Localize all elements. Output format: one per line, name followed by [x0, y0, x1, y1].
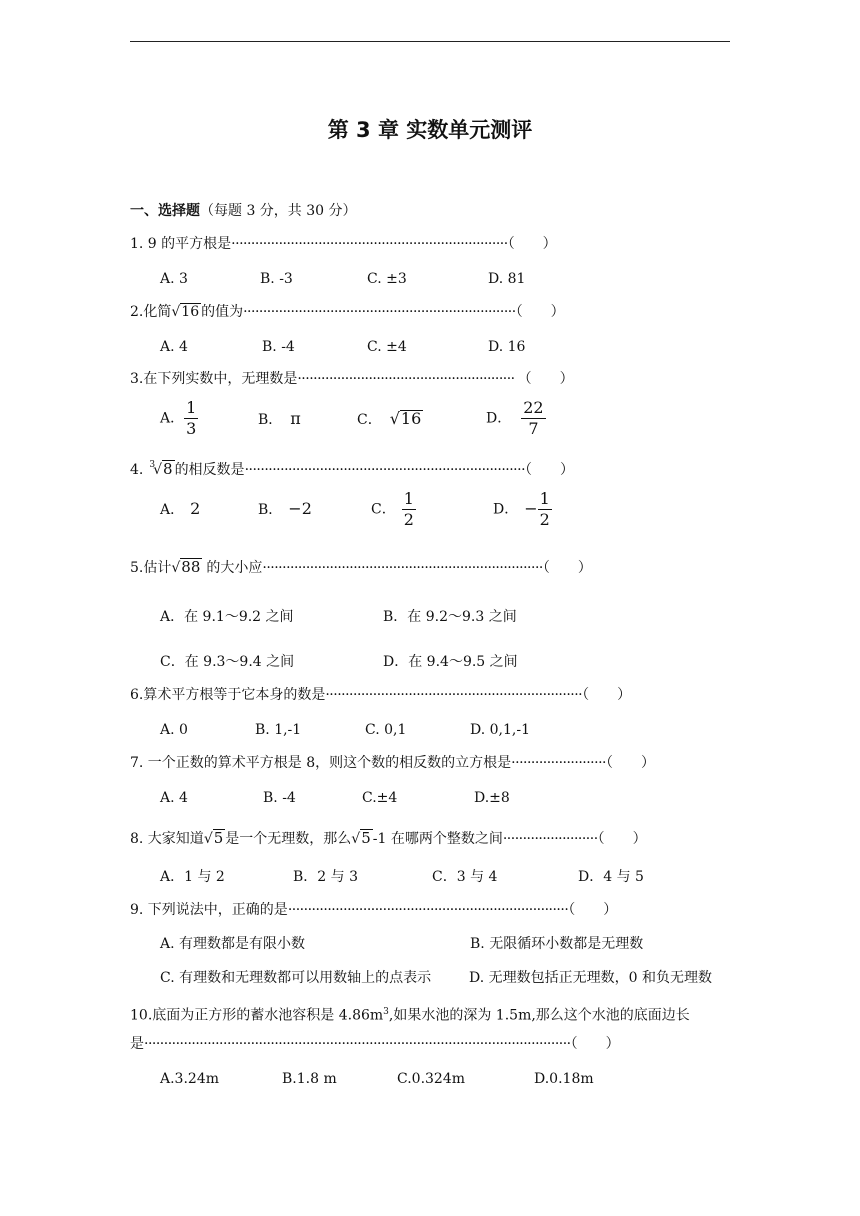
sqrt-symbol: √ — [203, 831, 213, 847]
sqrt-symbol: √ — [351, 831, 361, 847]
leader-dots: ························ — [502, 831, 598, 847]
answer-blank: （ ） — [597, 831, 647, 847]
q5-post: 的大小应 — [206, 560, 263, 576]
question-10-line-2 — [130, 1035, 620, 1053]
q6-option-a: A. 0 — [160, 722, 188, 738]
radicand: 5 — [213, 829, 224, 847]
q1-option-c: C. ±3 — [367, 271, 407, 287]
leader-dots: ······································································ — [231, 236, 508, 252]
numerator: 22 — [523, 398, 544, 417]
numerator: 1 — [539, 489, 550, 508]
q4-option-a — [160, 500, 200, 519]
top-rule — [130, 41, 730, 42]
q7-option-a: A. 4 — [160, 790, 188, 806]
option-value: −2 — [288, 499, 312, 518]
minus-sign: − — [524, 498, 538, 518]
q10-text-a: 10.底面为正方形的蓄水池容积是 4.86m — [130, 1007, 384, 1024]
answer-blank: （ ） — [515, 304, 565, 320]
section-heading — [130, 202, 357, 220]
q1-option-a: A. 3 — [160, 271, 188, 287]
fraction — [538, 489, 552, 530]
q2-option-a: A. 4 — [160, 339, 188, 355]
q4-post: 的相反数是 — [174, 462, 245, 478]
q4-option-b — [258, 500, 312, 519]
q10-text-b: ,如果水池的深为 1.5m,那么这个水池的底面边长 — [388, 1007, 690, 1024]
q10-option-a: A.3.24m — [160, 1071, 220, 1087]
q10-option-c: C.0.324m — [397, 1071, 466, 1087]
page-title: 第 3 章 实数单元测评 — [327, 118, 533, 142]
option-letter: C． — [371, 501, 396, 518]
leader-dots: ····································································· — [243, 304, 516, 320]
q6-option-c: C. 0,1 — [365, 722, 407, 738]
q2-option-c: C. ±4 — [367, 339, 407, 355]
radicand: 16 — [400, 409, 422, 428]
q8-post: -1 在哪两个整数之间 — [372, 831, 503, 847]
q9-option-d: D. 无理数包括正无理数，0 和负无理数 — [469, 970, 712, 986]
radicand: 5 — [361, 829, 371, 847]
answer-blank: （ ） — [582, 687, 632, 703]
answer-blank: （ ） — [524, 371, 574, 387]
q3-option-d — [486, 398, 546, 439]
q5-pre: 5.估计 — [130, 560, 172, 576]
question-6 — [130, 686, 631, 704]
q7-option-b: B. -4 — [263, 790, 296, 806]
section-note: （每题 3 分，共 30 分） — [200, 203, 357, 219]
q5-option-b: B．在 9.2～9.3 之间 — [383, 609, 517, 625]
q2-pre: 2.化简 — [130, 304, 172, 320]
option-value: π — [290, 409, 301, 428]
q5-option-c: C．在 9.3～9.4 之间 — [160, 654, 295, 670]
radicand: 88 — [181, 558, 201, 576]
q8-mid: 是一个无理数，那么 — [225, 831, 352, 847]
q2-option-d: D. 16 — [488, 339, 526, 355]
q10-text-c: 是 — [130, 1036, 144, 1052]
answer-blank: （ ） — [568, 902, 618, 918]
q1-text: 1. 9 的平方根是 — [130, 236, 232, 252]
option-letter: C． — [357, 412, 382, 428]
leader-dots: ······································································· — [244, 462, 526, 478]
q4-pre: 4. — [130, 462, 144, 478]
question-1 — [130, 235, 557, 253]
q7-option-d: D.±8 — [474, 790, 510, 806]
q9-option-a: A. 有理数都是有限小数 — [160, 936, 306, 952]
fraction — [402, 489, 416, 530]
q2-radicand: 16 — [181, 304, 200, 320]
denominator: 2 — [539, 510, 550, 529]
root-index: 3 — [149, 460, 156, 470]
q7-text: 7. 一个正数的算术平方根是 8，则这个数的相反数的立方根是 — [130, 755, 512, 771]
option-letter: B． — [258, 502, 283, 518]
question-3 — [130, 370, 574, 388]
denominator: 7 — [528, 419, 539, 438]
q2-post: 的值为 — [201, 304, 244, 320]
q8-option-d: D．4 与 5 — [578, 869, 644, 885]
option-letter: B． — [258, 412, 283, 428]
q1-option-b: B. -3 — [260, 271, 293, 287]
numerator: 1 — [403, 489, 414, 508]
leader-dots: ································································· — [325, 687, 583, 703]
q3-text: 3.在下列实数中，无理数是 — [130, 371, 298, 387]
answer-blank: （ ） — [507, 236, 557, 252]
sqrt-symbol: √ — [171, 560, 181, 576]
q2-option-b: B. -4 — [262, 339, 295, 355]
option-letter: D． — [493, 501, 519, 518]
q4-option-c — [371, 489, 416, 530]
sqrt-symbol: √ — [171, 304, 181, 320]
q3-option-b — [258, 410, 301, 429]
question-7 — [130, 754, 655, 772]
q9-text: 9. 下列说法中，正确的是 — [130, 902, 288, 918]
q6-text: 6.算术平方根等于它本身的数是 — [130, 687, 326, 703]
question-8 — [130, 829, 647, 848]
sqrt-symbol: √ — [153, 462, 163, 478]
q9-option-b: B. 无限循环小数都是无理数 — [470, 936, 644, 952]
q10-superscript: 3 — [383, 1007, 389, 1017]
numerator: 1 — [186, 398, 197, 417]
q4-option-d — [493, 489, 552, 530]
fraction — [184, 398, 198, 439]
q10-option-d: D.0.18m — [534, 1071, 594, 1087]
q1-option-d: D. 81 — [488, 271, 526, 287]
q8-option-a: A．1 与 2 — [160, 869, 225, 885]
answer-blank: （ ） — [570, 1036, 620, 1052]
q9-option-c: C. 有理数和无理数都可以用数轴上的点表示 — [160, 970, 432, 986]
option-letter: A． — [160, 410, 185, 427]
q3-option-a — [160, 398, 198, 439]
leader-dots: ······································································· — [262, 560, 543, 576]
leader-dots: ······································································· — [287, 902, 569, 918]
question-10-line-1 — [130, 1003, 690, 1025]
answer-blank: （ ） — [525, 462, 575, 478]
leader-dots: ············································································································ — [144, 1036, 571, 1052]
option-letter: D． — [486, 410, 512, 427]
option-value: 2 — [190, 499, 201, 518]
q5-option-d: D．在 9.4～9.5 之间 — [383, 654, 518, 670]
radicand: 8 — [163, 460, 173, 478]
q6-option-d: D. 0,1,-1 — [470, 722, 530, 738]
question-4 — [130, 456, 574, 479]
q3-option-c — [357, 410, 423, 429]
denominator: 3 — [186, 419, 197, 438]
q10-option-b: B.1.8 m — [282, 1071, 337, 1087]
q8-pre: 8. 大家知道 — [130, 831, 204, 847]
q6-option-b: B. 1,-1 — [255, 722, 302, 738]
section-head: 一、选择题 — [130, 203, 200, 219]
denominator: 2 — [403, 510, 414, 529]
leader-dots: ······················································· — [297, 371, 515, 387]
leader-dots: ························ — [511, 755, 606, 771]
q8-option-c: C．3 与 4 — [432, 869, 498, 885]
question-2 — [130, 303, 565, 321]
question-9 — [130, 901, 617, 919]
answer-blank: （ ） — [605, 755, 655, 771]
sqrt-symbol: √ — [389, 409, 400, 428]
q5-option-a: A．在 9.1～9.2 之间 — [160, 609, 294, 625]
q8-option-b: B．2 与 3 — [293, 869, 359, 885]
option-letter: A． — [160, 502, 185, 518]
q7-option-c: C.±4 — [362, 790, 398, 806]
answer-blank: （ ） — [542, 560, 592, 576]
question-5 — [130, 558, 592, 577]
fraction — [521, 398, 545, 439]
